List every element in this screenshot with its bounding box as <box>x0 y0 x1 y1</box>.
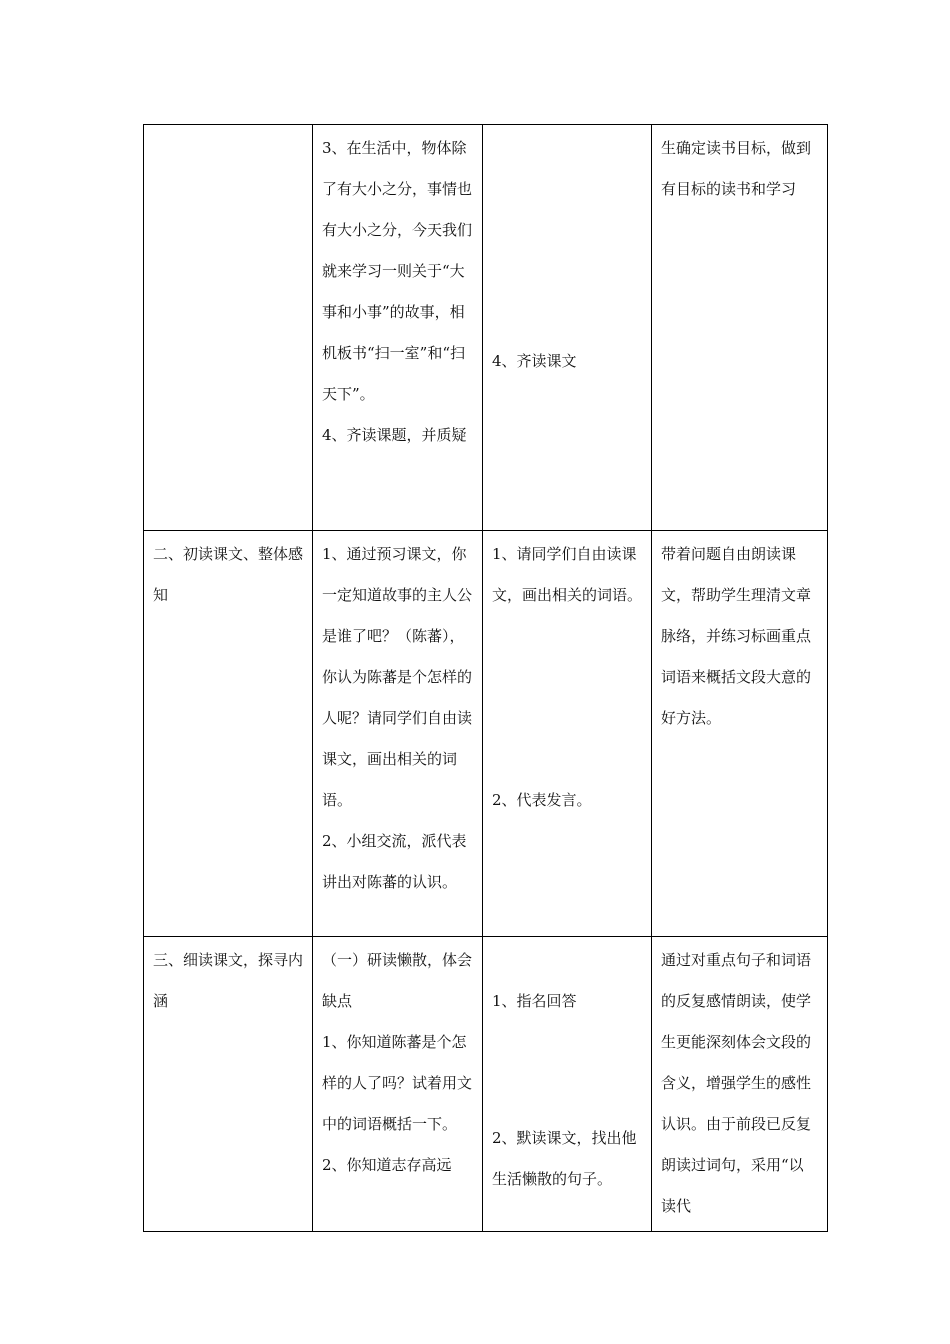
paragraph: 4、齐读课文 <box>492 352 577 370</box>
paragraph: 1、你知道陈蕃是个怎样的人了吗？试着用文中的词语概括一下。 <box>322 1033 473 1133</box>
stage-cell <box>144 531 313 937</box>
paragraph: 三、细读课文，探寻内涵 <box>153 951 304 1010</box>
design-intent-cell <box>652 125 828 531</box>
paragraph: 3、在生活中，物体除了有大小之分，事情也有大小之分，今天我们就来学习一则关于“大事和小事”的故事，相机板书“扫一室”和“扫天下”。 <box>322 139 473 403</box>
paragraph: （一）研读懒散，体会缺点 <box>322 951 473 1010</box>
design-intent-cell <box>652 937 828 1232</box>
paragraph: 生确定读书目标，做到有目标的读书和学习 <box>661 139 812 198</box>
stage-cell <box>144 125 313 531</box>
table-row <box>144 125 828 531</box>
paragraph: 二、初读课文、整体感知 <box>153 545 304 604</box>
paragraph: 2、小组交流，派代表讲出对陈蕃的认识。 <box>322 832 467 891</box>
paragraph: 1、指名回答 <box>492 992 577 1010</box>
teacher-activity-cell <box>313 937 483 1232</box>
paragraph: 4、齐读课题，并质疑 <box>322 426 467 444</box>
paragraph: 通过对重点句子和词语的反复感情朗读，使学生更能深刻体会文段的含义，增强学生的感性认识。由于前段已反复朗读过词句，采用“以读代 <box>661 951 812 1215</box>
stage-cell <box>144 937 313 1232</box>
teacher-activity-cell <box>313 125 483 531</box>
paragraph: 2、默读课文，找出他生活懒散的句子。 <box>492 1129 637 1188</box>
paragraph: 2、你知道志存高远 <box>322 1156 452 1174</box>
lesson-plan-table <box>143 124 828 1232</box>
paragraph: 1、通过预习课文，你一定知道故事的主人公是谁了吧？（陈蕃），你认为陈蕃是个怎样的人呢？请同学们自由读课文，画出相关的词语。 <box>322 545 473 809</box>
paragraph: 2、代表发言。 <box>492 791 592 809</box>
student-activity-cell <box>483 937 652 1232</box>
paragraph: 1、请同学们自由读课文，画出相关的词语。 <box>492 545 643 604</box>
student-activity-cell <box>483 125 652 531</box>
student-activity-cell <box>483 531 652 937</box>
teacher-activity-cell <box>313 531 483 937</box>
table-row <box>144 531 828 937</box>
paragraph: 带着问题自由朗读课文，帮助学生理清文章脉络，并练习标画重点词语来概括文段大意的好方法。 <box>661 545 812 727</box>
table-row <box>144 937 828 1232</box>
design-intent-cell <box>652 531 828 937</box>
